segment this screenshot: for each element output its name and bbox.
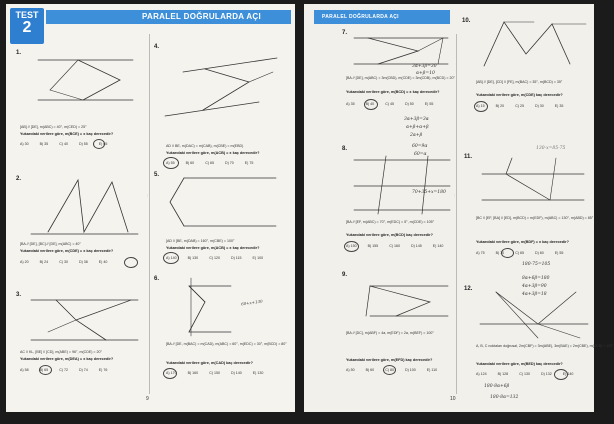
handwritten-note: 4α+3β=18	[522, 292, 547, 297]
option-a[interactable]: A) 20	[20, 260, 29, 264]
option-c[interactable]: C) 65	[205, 161, 214, 165]
question-number: 2.	[16, 176, 22, 182]
answer-options	[20, 368, 117, 372]
handwritten-note: α+β+α+β	[406, 125, 429, 130]
question-figure-5	[164, 172, 279, 232]
test-number: 2	[22, 19, 32, 36]
column-divider	[456, 34, 457, 394]
option-d[interactable]: D) 100	[404, 368, 416, 372]
option-c[interactable]: C) 30	[59, 260, 68, 264]
option-e[interactable]: E) 140	[562, 372, 574, 376]
answer-mark	[124, 257, 138, 268]
question-number: 3.	[16, 292, 22, 298]
option-b[interactable]: B) 40	[365, 102, 375, 106]
option-a[interactable]: A) 150	[346, 244, 357, 248]
option-b[interactable]: B) 60	[365, 368, 375, 372]
question-text: Yukarıdaki verilere göre, m(CAD) kaç derecedir?	[166, 361, 253, 365]
option-e[interactable]: E) 75	[244, 161, 254, 165]
option-c[interactable]: C) 150	[209, 371, 220, 375]
option-a[interactable]: A) 140	[166, 256, 177, 260]
option-a[interactable]: A) 75	[476, 251, 485, 255]
option-e[interactable]: E) 100	[252, 256, 264, 260]
option-a[interactable]: A) 15	[476, 104, 485, 108]
answer-options	[476, 104, 573, 108]
option-c[interactable]: C) 120	[209, 256, 220, 260]
handwritten-note: 130-x=85-75	[536, 146, 566, 151]
question-text: Yukarıdaki verilere göre, m(ACB) = x kaç derecedir?	[166, 246, 260, 250]
handwritten-note: 180-75=105	[522, 262, 551, 267]
option-d[interactable]: D) 55	[78, 142, 88, 146]
option-b[interactable]: B) 24	[39, 260, 49, 264]
answer-mark	[93, 139, 105, 149]
option-a[interactable]: A) 55	[166, 161, 175, 165]
handwritten-note: α+β=10	[416, 71, 435, 76]
handwritten-note: 60=9α	[412, 144, 428, 149]
answer-options	[166, 256, 273, 260]
option-e[interactable]: E) 40	[98, 260, 108, 264]
option-b[interactable]: B) 70	[495, 251, 505, 255]
page-number: 10	[450, 396, 456, 402]
handwritten-note: 60+x+130	[240, 298, 263, 307]
answer-options	[166, 161, 263, 165]
question-text: Yukarıdaki verilere göre, m(ACB) = x kaç derecedir?	[166, 151, 260, 155]
question-figure-2	[26, 176, 141, 238]
option-b[interactable]: B) 35	[39, 142, 49, 146]
given-text: [BA // [DC], m(ABF) = 4a, m(EDF) = 2a, m(BEF) = 100°	[346, 331, 434, 335]
handwritten-note: 70+35+x=180	[412, 190, 446, 195]
option-d[interactable]: D) 38	[78, 260, 88, 264]
right-page	[304, 4, 614, 412]
handwritten-note: 180-8α+6β	[484, 384, 510, 389]
handwritten-note: 180-8α=132	[490, 395, 519, 400]
option-b[interactable]: B) 160	[187, 371, 199, 375]
page-number: 9	[146, 396, 149, 402]
question-figure-1	[28, 48, 138, 108]
question-number: 7.	[342, 30, 348, 36]
option-c[interactable]: C) 65	[515, 251, 524, 255]
side-text: ...	[146, 194, 150, 197]
handwritten-note: 4α+3β=90	[522, 284, 547, 289]
option-e[interactable]: E) 140	[432, 244, 444, 248]
option-a[interactable]: A) 58	[20, 368, 29, 372]
question-number: 6.	[154, 276, 160, 282]
handwritten-note: 60=α	[414, 152, 427, 157]
handwritten-note: 8α+6β=180	[522, 276, 550, 281]
side-text: ...	[453, 194, 457, 197]
option-c[interactable]: C) 25	[515, 104, 524, 108]
answer-options	[476, 251, 573, 255]
answer-options	[346, 368, 447, 372]
question-number: 11.	[464, 154, 473, 160]
option-d[interactable]: D) 145	[410, 244, 422, 248]
given-text: [BC // [EF, [BA] // [ED], m(BCD) = m(EDF), m(ABC) = 130°, m(ABD) = 85°	[476, 216, 594, 220]
option-d[interactable]: D) 50	[404, 102, 414, 106]
question-text: Yukarıdaki verilere göre, m(BCD) = x kaç derecedir?	[346, 90, 440, 94]
given-text: [BA // [DE], [BC] // [DE], m(ABC) = 40°	[20, 242, 81, 246]
option-c[interactable]: C) 130	[519, 372, 530, 376]
option-b[interactable]: B) 60	[185, 161, 195, 165]
option-e[interactable]: E) 35	[554, 104, 564, 108]
option-b[interactable]: B) 130	[187, 256, 199, 260]
handwritten-note: 3α+3β=3α	[404, 117, 429, 122]
answer-mark	[163, 157, 179, 169]
answer-mark	[39, 365, 52, 375]
option-b[interactable]: B) 20	[495, 104, 505, 108]
question-number: 8.	[342, 146, 348, 152]
option-a[interactable]: A) 170	[166, 371, 177, 375]
option-a[interactable]: A) 30	[20, 142, 29, 146]
option-d[interactable]: D) 140	[230, 371, 242, 375]
answer-mark	[344, 241, 359, 252]
option-d[interactable]: D) 74	[78, 368, 88, 372]
question-text: Yukarıdaki verilere göre, m(CDE) kaç derecedir?	[476, 93, 563, 97]
option-e[interactable]: E) 110	[426, 368, 438, 372]
option-e[interactable]: E) 130	[252, 371, 264, 375]
question-text: Yukarıdaki verilere göre, m(BED) kaç derecedir?	[476, 362, 563, 366]
given-text: A, B, C noktaları doğrusal, 2m(CBF) = 3m(ABE), 3m(BAE) = 2m(CBE), m(AEB) = 100°	[476, 344, 614, 348]
question-text: Yukarıdaki verilere göre, m(BCD) kaç derecedir?	[346, 233, 433, 237]
handwritten-note: 2α+β	[410, 133, 423, 138]
option-a[interactable]: A) 50	[346, 368, 355, 372]
question-text: Yukarıdaki verilere göre, m(DEA) = x kaç derecedir?	[20, 357, 114, 361]
answer-mark	[501, 248, 514, 258]
option-d[interactable]: D) 115	[230, 256, 242, 260]
answer-mark	[163, 252, 179, 264]
given-text: [BA // [DE], m(ABC) = 3m(CBD), m(CDE) = 3m(CDB), m(BCD) = 20°	[346, 76, 455, 80]
question-text: Yukarıdaki verilere göre, m(EFD) kaç derecedir?	[346, 358, 433, 362]
question-number: 1.	[16, 50, 22, 56]
option-d[interactable]: D) 70	[224, 161, 234, 165]
test-label: TEST	[15, 10, 39, 20]
question-number: 9.	[342, 272, 348, 278]
column-divider	[149, 34, 150, 394]
question-figure-8	[348, 154, 452, 216]
option-c[interactable]: C) 72	[59, 368, 68, 372]
given-text: [AB] // [DE], [CD] // [FE], m(BAC) = 35°, m(BCD) = 35°	[476, 80, 563, 84]
given-text: [BA // [EF, m(ABC) = 70°, m(EDC) = 5°, m(CDE) = 105°	[346, 220, 435, 224]
option-d[interactable]: D) 30	[534, 104, 544, 108]
question-number: 4.	[154, 44, 160, 50]
question-number: 5.	[154, 172, 160, 178]
question-figure-9	[360, 280, 450, 322]
topic-banner: PARALEL DOĞRULARDA AÇI	[46, 10, 291, 24]
question-figure-4	[161, 44, 279, 122]
option-d[interactable]: D) 60	[534, 251, 544, 255]
option-c[interactable]: C) 45	[385, 102, 394, 106]
answer-options	[166, 371, 273, 375]
handwritten-note: 3α+3β=30	[412, 64, 437, 69]
option-e[interactable]: E) 76	[98, 368, 108, 372]
option-c[interactable]: C) 40	[59, 142, 68, 146]
given-text: [AB] // [DE], m(ABC) = 40°, m(CED) = 25°	[20, 125, 87, 129]
given-text: [AD // [BE, m(DAB) = 160°, m(CBE) = 100°	[166, 239, 235, 243]
option-e[interactable]: E) 55	[554, 251, 564, 255]
question-number: 10.	[462, 18, 471, 24]
question-figure-11	[476, 154, 588, 210]
left-page	[6, 4, 295, 412]
option-b[interactable]: B) 65	[39, 368, 49, 372]
option-b[interactable]: B) 128	[497, 372, 509, 376]
option-a[interactable]: A) 35	[346, 102, 355, 106]
question-text: Yukarıdaki verilere göre, m(BCE) = x kaç derecedir?	[20, 132, 114, 136]
given-text: AC // KL, [BE] // [CD], m(ABE) = 96°, m(CDE) = 20°	[20, 350, 102, 354]
question-figure-6	[161, 276, 279, 338]
test-badge	[10, 8, 44, 44]
option-c[interactable]: C) 160	[389, 244, 400, 248]
question-text: Yukarıdaki verilere göre, m(BDF) = x kaç derecedir?	[476, 240, 569, 244]
given-text: AD // BE, m(DAC) = m(CAB), m(CBE) = m(EBD)	[166, 144, 244, 148]
option-c[interactable]: C) 80	[385, 368, 394, 372]
answer-mark	[364, 99, 378, 110]
question-text: Yukarıdaki verilere göre, m(CDE) = x kaç derecedir?	[20, 249, 114, 253]
question-figure-3	[26, 292, 141, 347]
answer-mark	[383, 365, 396, 375]
option-d[interactable]: D) 132	[540, 372, 552, 376]
option-b[interactable]: B) 155	[367, 244, 379, 248]
answer-options	[346, 244, 453, 248]
option-a[interactable]: A) 124	[476, 372, 487, 376]
question-figure-10	[474, 14, 590, 72]
option-e[interactable]: E) 65	[98, 142, 108, 146]
answer-options	[346, 102, 443, 106]
answer-mark	[163, 368, 177, 379]
answer-mark	[554, 369, 568, 380]
option-e[interactable]: E) 55	[424, 102, 434, 106]
topic-banner: PARALEL DOĞRULARDA AÇI	[314, 10, 450, 24]
answer-mark	[474, 101, 488, 112]
answer-options	[20, 260, 117, 264]
given-text: [BA // [DE, m(BAC) = m(CAD), m(ABC) = 60°, m(EDC) = 30°, m(BCD) = 80°	[166, 342, 287, 346]
question-number: 12.	[464, 286, 473, 292]
